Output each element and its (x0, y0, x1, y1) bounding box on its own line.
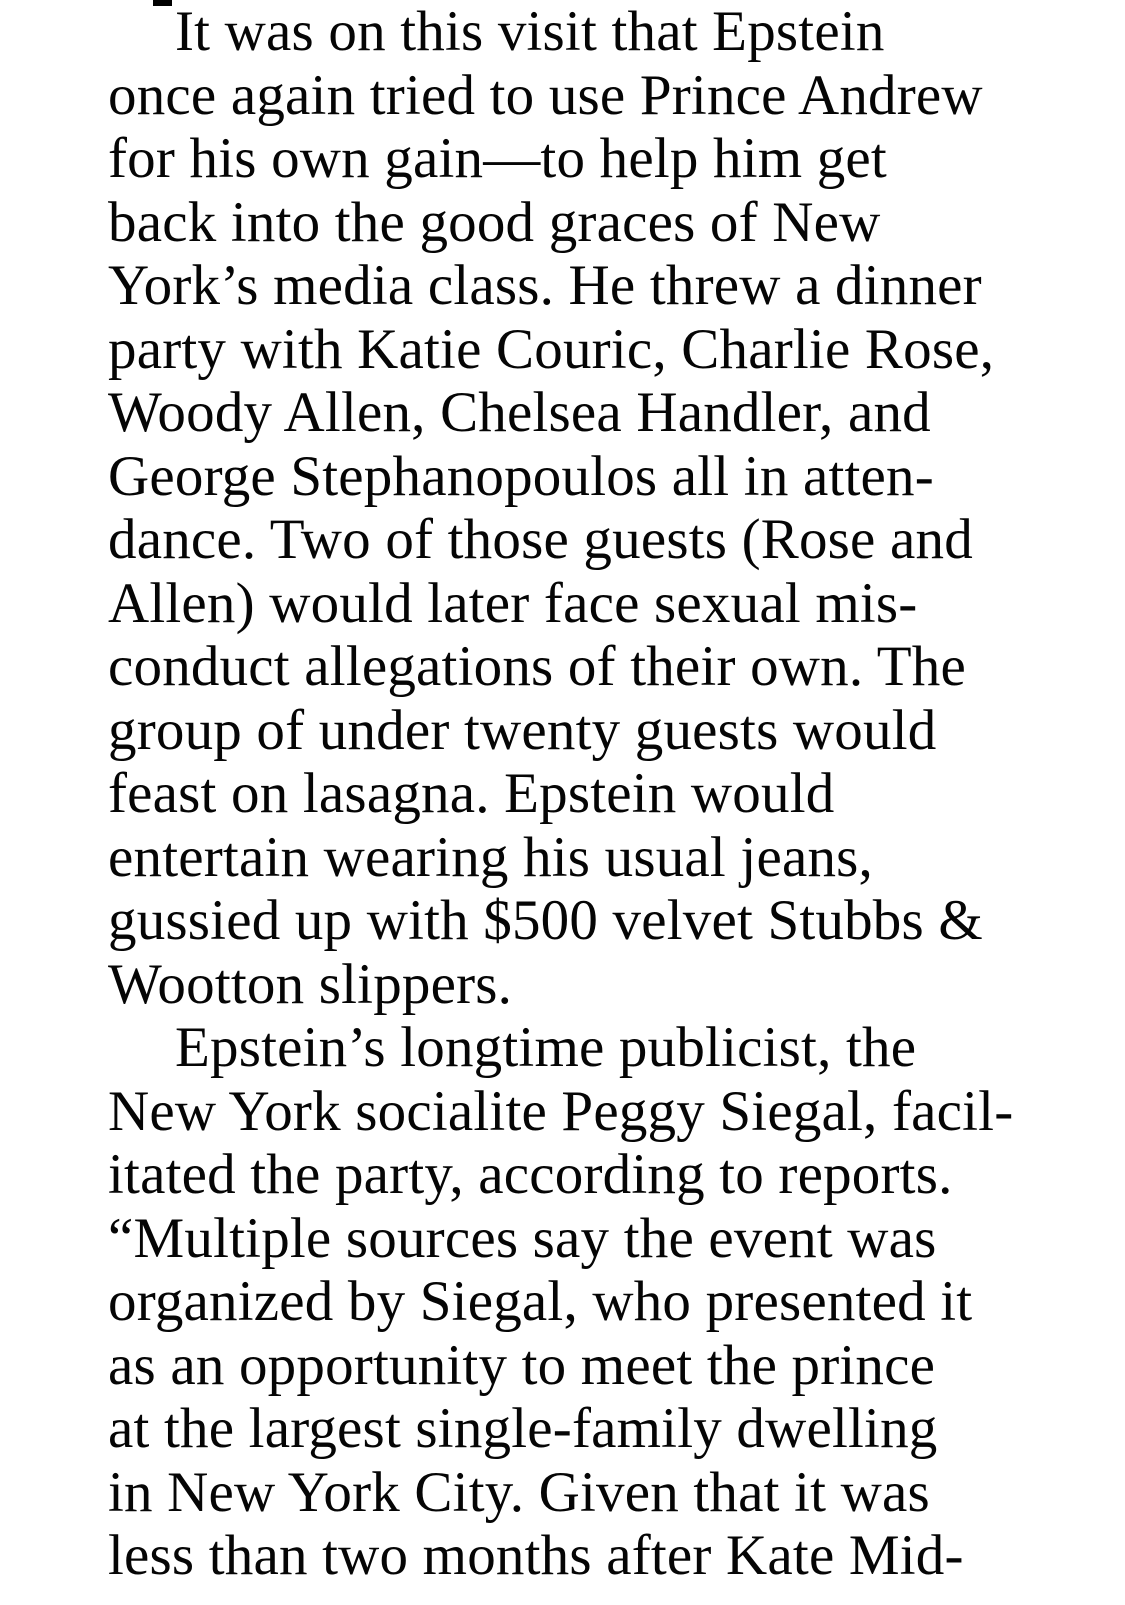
text-line: York’s media class. He threw a dinner (108, 254, 982, 317)
text-line: feast on lasagna. Epstein would (108, 762, 835, 825)
text-line: Allen) would later face sexual mis- (108, 571, 918, 635)
paragraph (108, 0, 1108, 1016)
text-line: party with Katie Couric, Charlie Rose, (108, 317, 995, 381)
text-line: Woody Allen, Chelsea Handler, and (108, 381, 931, 444)
text-line: back into the good graces of New (108, 190, 881, 254)
paragraph (108, 1016, 1108, 1588)
text-line: “Multiple sources say the event was (108, 1206, 937, 1270)
text-line: conduct allegations of their own. The (108, 635, 966, 698)
text-line: once again tried to use Prince Andrew (108, 63, 983, 127)
text-line: less than two months after Kate Mid- (108, 1524, 964, 1587)
page-text-block (108, 0, 1108, 1588)
text-line: group of under twenty guests would (108, 698, 937, 762)
text-line: dance. Two of those guests (Rose and (108, 508, 973, 571)
text-line: organized by Siegal, who presented it (108, 1270, 973, 1333)
text-line: itated the party, according to reports. (108, 1143, 953, 1206)
text-line: entertain wearing his usual jeans, (108, 825, 873, 889)
text-line: New York socialite Peggy Siegal, facil- (108, 1079, 1014, 1143)
text-line: as an opportunity to meet the prince (108, 1333, 936, 1397)
text-line: George Stephanopoulos all in atten- (108, 444, 934, 508)
text-line: at the largest single-family dwelling (108, 1397, 938, 1460)
text-line: Wootton slippers. (108, 952, 513, 1016)
text-line: gussied up with $500 velvet Stubbs & (108, 889, 983, 952)
text-line: Epstein’s longtime publicist, the (175, 1016, 917, 1079)
text-line: in New York City. Given that it was (108, 1460, 930, 1524)
text-line: for his own gain—to help him get (108, 127, 887, 190)
text-line: It was on this visit that Epstein (175, 0, 885, 63)
